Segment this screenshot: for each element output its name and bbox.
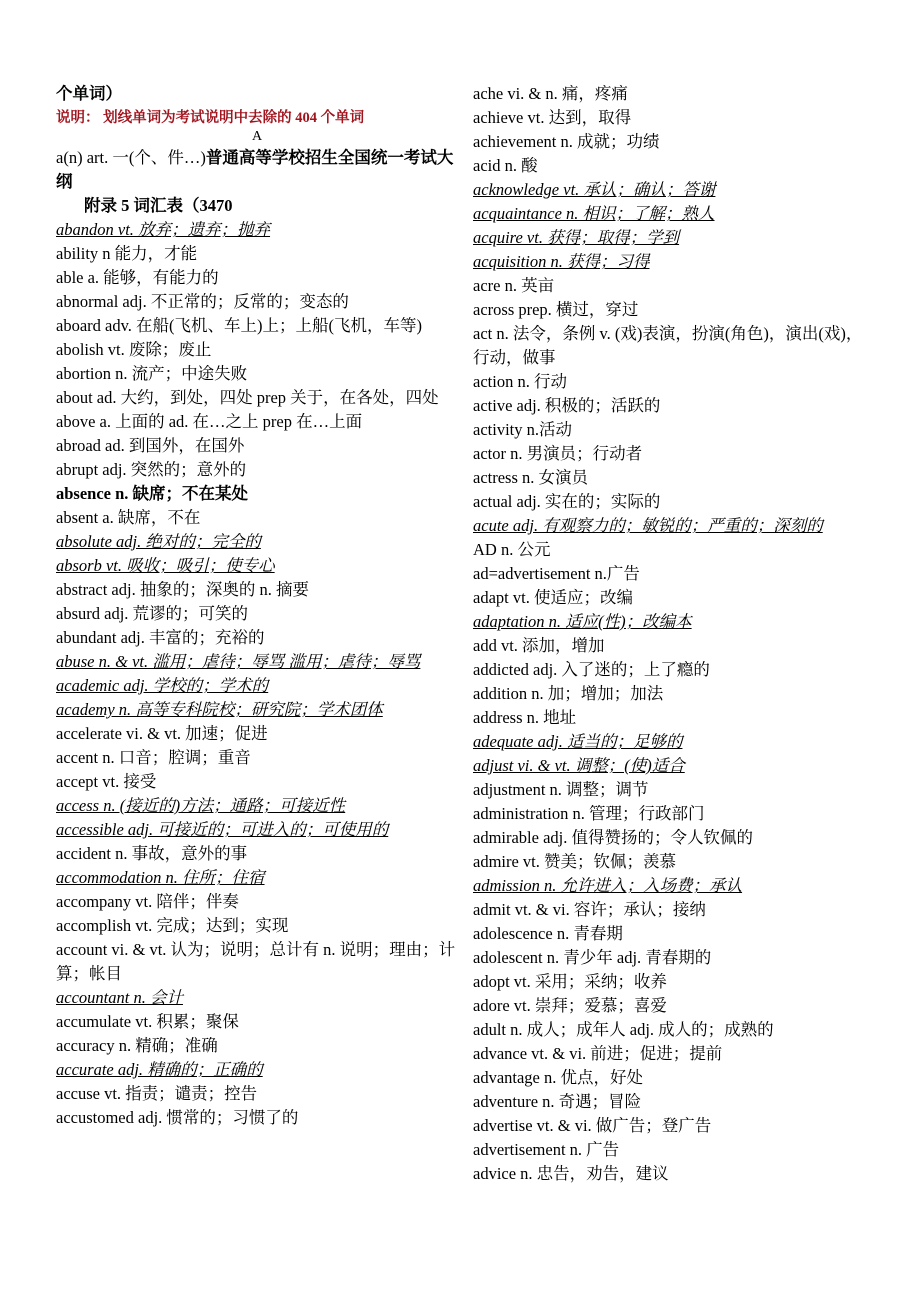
removal-note: 说明： 划线单词为考试说明中去除的 404 个单词 <box>56 110 365 126</box>
vocab-entry: abandon vt. 放弃；遗弃；抛弃 <box>56 220 271 239</box>
vocab-entry: acquire vt. 获得；取得；学到 <box>473 228 680 247</box>
vocab-entry: AD n. 公元 <box>473 540 551 559</box>
vocab-entry: accountant n. 会计 <box>56 988 183 1007</box>
vocab-entry: acid n. 酸 <box>473 156 538 175</box>
vocab-entry: acre n. 英亩 <box>473 276 555 295</box>
vocab-entry: aboard adv. 在船(飞机、车上)上；上船(飞机，车等) <box>56 316 422 335</box>
vocab-entry: act n. 法令，条例 v. (戏)表演，扮演(角色)，演出(戏)，行动，做事 <box>473 324 863 367</box>
vocab-entry: ability n 能力，才能 <box>56 244 198 263</box>
vocab-entry: advantage n. 优点，好处 <box>473 1068 644 1087</box>
vocab-entry: adventure n. 奇遇；冒险 <box>473 1092 642 1111</box>
vocab-entry: ad=advertisement n.广告 <box>473 564 640 583</box>
vocab-entry: activity n.活动 <box>473 420 572 439</box>
vocab-entry: accuracy n. 精确；准确 <box>56 1036 218 1055</box>
vocab-entry: achieve vt. 达到，取得 <box>473 108 632 127</box>
vocab-entry: active adj. 积极的；活跃的 <box>473 396 661 415</box>
vocab-entry: acute adj. 有观察力的；敏锐的；严重的；深刻的 <box>473 516 823 535</box>
title-fragment: 个单词） <box>56 84 122 103</box>
vocab-entry: accumulate vt. 积累；聚保 <box>56 1012 239 1031</box>
vocab-entry: account vi. & vt. 认为；说明；总计有 n. 说明；理由；计算；帐目 <box>56 940 456 983</box>
vocab-entry: admire vt. 赞美；钦佩；羡慕 <box>473 852 677 871</box>
vocab-entry: actual adj. 实在的；实际的 <box>473 492 661 511</box>
vocab-entry: adequate adj. 适当的；足够的 <box>473 732 683 751</box>
vocab-entry: abundant adj. 丰富的；充裕的 <box>56 628 265 647</box>
right-word-list <box>473 82 873 1186</box>
vocab-entry: adopt vt. 采用；采纳；收养 <box>473 972 667 991</box>
vocab-entry: acquaintance n. 相识；了解；熟人 <box>473 204 715 223</box>
vocab-entry: abuse n. & vt. 滥用；虐待；辱骂 滥用；虐待；辱骂 <box>56 652 421 671</box>
vocab-entry: addicted adj. 入了迷的；上了瘾的 <box>473 660 710 679</box>
vocab-entry: advance vt. & vi. 前进；促进；提前 <box>473 1044 723 1063</box>
section-letter: A <box>251 129 263 144</box>
first-entry <box>56 146 458 194</box>
vocab-entry: accomplish vt. 完成；达到；实现 <box>56 916 289 935</box>
vocab-entry: accent n. 口音；腔调；重音 <box>56 748 251 767</box>
vocab-entry: accommodation n. 住所；住宿 <box>56 868 265 887</box>
vocab-entry: accident n. 事故，意外的事 <box>56 844 248 863</box>
vocab-entry: academic adj. 学校的；学术的 <box>56 676 269 695</box>
appendix-title: 附录 5 词汇表（3470 <box>84 196 233 215</box>
vocab-entry: adapt vt. 使适应；改编 <box>473 588 633 607</box>
vocab-entry: about ad. 大约，到处，四处 prep 关于，在各处，四处 <box>56 388 439 407</box>
vocab-entry: admit vt. & vi. 容许；承认；接纳 <box>473 900 706 919</box>
vocab-entry: admission n. 允许进入；入场费；承认 <box>473 876 743 895</box>
vocab-entry: abnormal adj. 不正常的；反常的；变态的 <box>56 292 349 311</box>
vocab-entry: accustomed adj. 惯常的；习惯了的 <box>56 1108 299 1127</box>
vocab-entry: accuse vt. 指责；谴责；控告 <box>56 1084 258 1103</box>
vocab-entry: across prep. 横过，穿过 <box>473 300 639 319</box>
vocab-entry: addition n. 加；增加；加法 <box>473 684 664 703</box>
vocab-entry: abrupt adj. 突然的；意外的 <box>56 460 247 479</box>
vocab-entry: achievement n. 成就；功绩 <box>473 132 660 151</box>
vocab-entry: absent a. 缺席，不在 <box>56 508 201 527</box>
vocab-entry: access n. (接近的)方法；通路；可接近性 <box>56 796 346 815</box>
vocab-entry: academy n. 高等专科院校；研究院；学术团体 <box>56 700 383 719</box>
vocab-entry: action n. 行动 <box>473 372 567 391</box>
vocab-entry: adolescent n. 青少年 adj. 青春期的 <box>473 948 712 967</box>
vocab-entry: above a. 上面的 ad. 在…之上 prep 在…上面 <box>56 412 363 431</box>
vocab-entry: admirable adj. 值得赞扬的；令人钦佩的 <box>473 828 754 847</box>
first-entry-text: a(n) art. 一(个、件…) <box>56 148 206 167</box>
vocab-entry: absolute adj. 绝对的；完全的 <box>56 532 261 551</box>
vocab-entry: advertise vt. & vi. 做广告；登广告 <box>473 1116 712 1135</box>
vocab-entry: adaptation n. 适应(性)；改编本 <box>473 612 692 631</box>
vocab-entry: absence n. 缺席；不在某处 <box>56 484 249 503</box>
vocab-entry: advertisement n. 广告 <box>473 1140 620 1159</box>
vocab-entry: adolescence n. 青春期 <box>473 924 623 943</box>
vocab-entry: adjust vi. & vt. 调整；(使)适合 <box>473 756 685 775</box>
vocab-entry: address n. 地址 <box>473 708 577 727</box>
vocab-entry: ache vi. & n. 痛，疼痛 <box>473 84 628 103</box>
vocab-entry: absurd adj. 荒谬的；可笑的 <box>56 604 249 623</box>
vocab-entry: accept vt. 接受 <box>56 772 157 791</box>
vocab-entry: administration n. 管理；行政部门 <box>473 804 705 823</box>
vocab-entry: accompany vt. 陪伴；伴奏 <box>56 892 239 911</box>
vocab-entry: adore vt. 崇拜；爱慕；喜爱 <box>473 996 667 1015</box>
vocab-entry: accelerate vi. & vt. 加速；促进 <box>56 724 268 743</box>
vocab-entry: absorb vt. 吸收；吸引；使专心 <box>56 556 275 575</box>
vocab-entry: actress n. 女演员 <box>473 468 589 487</box>
right-column <box>473 82 873 1186</box>
vocab-entry: adjustment n. 调整；调节 <box>473 780 649 799</box>
vocab-entry: abolish vt. 废除；废止 <box>56 340 212 359</box>
vocab-entry: actor n. 男演员；行动者 <box>473 444 643 463</box>
vocab-entry: accurate adj. 精确的；正确的 <box>56 1060 263 1079</box>
exam-outline-title: 普通高等学校招生全国统一考试大纲 <box>56 148 454 191</box>
vocab-entry: add vt. 添加，增加 <box>473 636 605 655</box>
vocab-entry: able a. 能够，有能力的 <box>56 268 219 287</box>
left-word-list <box>56 218 458 1130</box>
vocab-entry: acquisition n. 获得；习得 <box>473 252 650 271</box>
left-column <box>56 82 458 1130</box>
vocab-entry: abortion n. 流产；中途失败 <box>56 364 248 383</box>
vocab-entry: acknowledge vt. 承认；确认；答谢 <box>473 180 716 199</box>
vocab-entry: accessible adj. 可接近的；可进入的；可使用的 <box>56 820 389 839</box>
vocab-entry: adult n. 成人；成年人 adj. 成人的；成熟的 <box>473 1020 774 1039</box>
vocab-entry: advice n. 忠告，劝告，建议 <box>473 1164 669 1183</box>
vocab-entry: abroad ad. 到国外，在国外 <box>56 436 245 455</box>
vocab-entry: abstract adj. 抽象的；深奥的 n. 摘要 <box>56 580 309 599</box>
